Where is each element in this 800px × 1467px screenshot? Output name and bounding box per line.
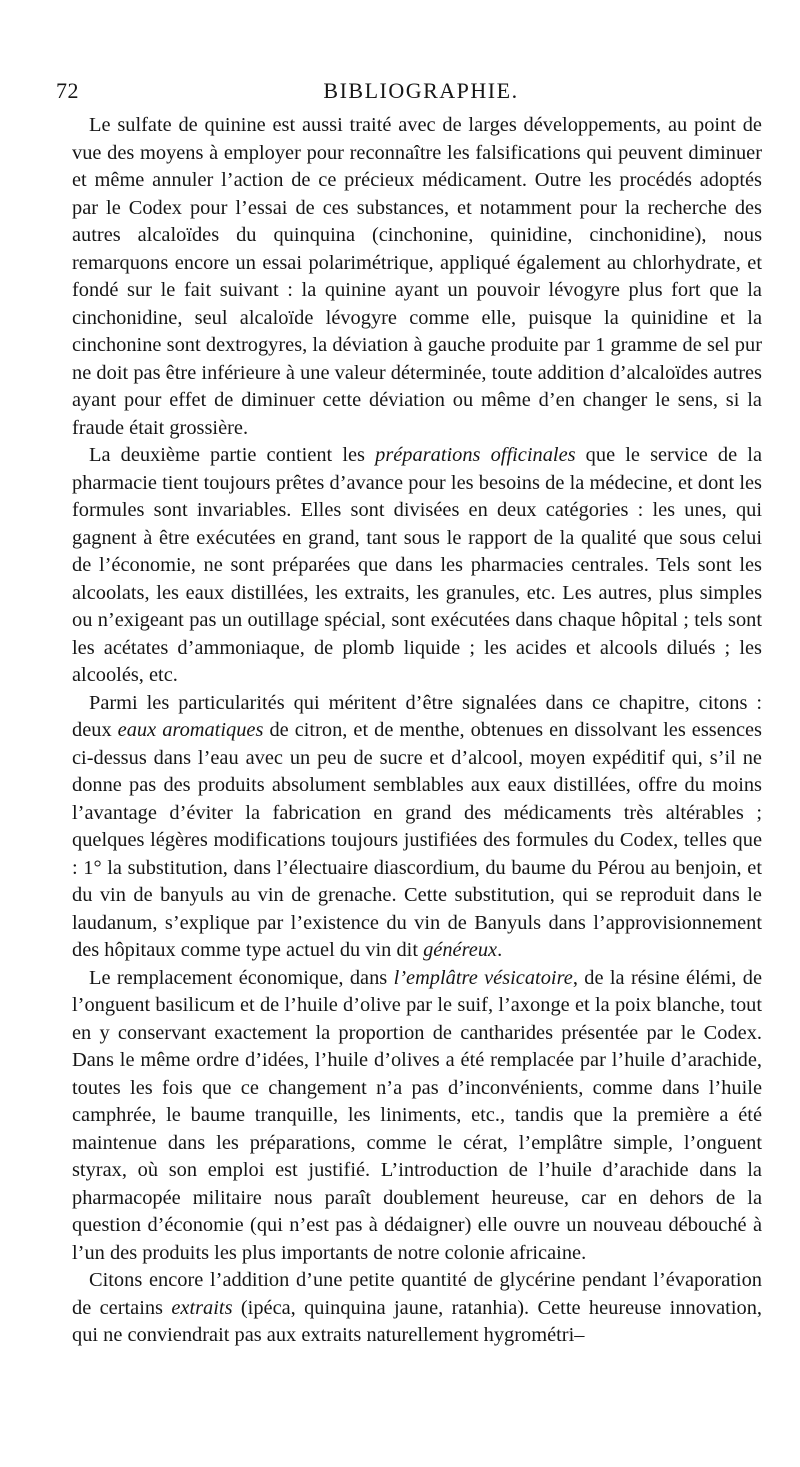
paragraph-quinine-sulfate — [72, 112, 762, 442]
paragraph-officinal-preparations — [72, 442, 762, 690]
page-number: 72 — [56, 78, 79, 103]
paragraph-text: que le service de la pharmacie tient toujours prêtes d’avance pour les besoins de la médecine, et dont les formules sont invariables. Elles sont divisées en deux catégories : les unes, qui gagnent à être exécutées en grand, tant sous le rapport de la qualité que sous celui de l’économie, ne sont préparées que dans les pharmacies centrales. Tels sont les alcoolats, les eaux distillées, les extraits, les granules, etc. Les autres, plus simples ou n’exigeant pas un outillage spécial, sont exécutées dans chaque hôpital ; tels sont les acétates d’ammoniaque, de plomb liquide ; les acides et alcools dilués ; les alcoolés, etc. — [72, 444, 763, 686]
italic-term: eaux aromatiques — [117, 719, 264, 741]
italic-term: extraits — [171, 1296, 233, 1319]
paragraph-text: Parmi les particularités qui méritent d’être signalées dans ce chapitre, citons : deux — [72, 691, 762, 741]
paragraph-aromatic-waters — [72, 690, 762, 965]
paragraph-vesicatory-plaster — [72, 965, 762, 1268]
paragraph-text: . — [497, 939, 503, 961]
italic-term: préparations officinales — [375, 444, 576, 466]
paragraph-text: de citron, et de menthe, obtenues en dissolvant les essences ci-dessus dans l’eau avec un peu de sucre et d’alcool, moyen expéditif qui, s’il ne donne pas des produits absolument semblables aux eaux distillées, offre du moins l’avantage d’éviter la fabrication en grand des médicaments très altérables ; quelques légères modifications toujours justifiées des formules du Codex, telles que : 1° la substitution, dans l’électuaire diascordium, du baume du Pérou au benjoin, et du vin de banyuls au vin de grenache. Cette substitution, qui se reproduit dans le laudanum, s’explique par l’existence du vin de Banyuls dans l’approvisionnement des hôpitaux comme type actuel du vin dit — [72, 719, 762, 961]
body-text — [72, 112, 762, 1350]
italic-term: généreux — [423, 939, 498, 961]
paragraph-text: Le sulfate de quinine est aussi traité avec de larges développements, au point de vue des moyens à employer pour reconnaître les falsifications qui peuvent diminuer et même annuler l’action de ce précieux médicament. Outre les procédés adoptés par le Codex pour l’essai de ces substances, et notamment pour la recherche des autres alcaloïdes du quinquina (cinchonine, quinidine, cinchonidine), nous remarquons encore un essai polarimétrique, appliqué également au chlorhydrate, et fondé sur le fait suivant : la quinine ayant un pouvoir lévogyre plus fort que la cinchonidine, seul alcaloïde lévogyre comme elle, puisque la quinidine et la cinchonine sont dextrogyres, la déviation à gauche produite par 1 gramme de sel pur ne doit pas être inférieure à une valeur déterminée, toute addition d’alcaloïdes autres ayant pour effet de diminuer cette déviation ou même d’en changer le sens, si la fraude était grossière. — [72, 114, 762, 439]
paragraph-text: (ipéca, quinquina jaune, ratanhia). Cette heureuse innovation, qui ne conviendrait pas aux extraits naturellement hygrométri– — [72, 1296, 763, 1346]
paragraph-text: La deuxième partie contient les — [89, 444, 376, 466]
page-header — [56, 76, 756, 106]
paragraph-glycerine-extracts — [72, 1267, 762, 1350]
running-title: BIBLIOGRAPHIE. — [323, 78, 519, 103]
paragraph-text: Le remplacement économique, dans — [89, 966, 394, 989]
paragraph-text: Citons encore l’addition d’une petite quantité de glycérine pendant l’évaporation de certains — [72, 1269, 762, 1319]
paragraph-text: , de la résine élémi, de l’onguent basilicum et de l’huile d’olive par le suif, l’axonge et la poix blanche, tout en y conservant exactement la proportion de cantharides présentée par le Codex. Dans le même ordre d’idées, l’huile d’olives a été remplacée par l’huile d’arachide, toutes les fois que ce changement n’a pas d’inconvénients, comme dans l’huile camphrée, le baume tranquille, les liniments, etc., tandis que la première a été maintenue dans les préparations, comme le cérat, l’emplâtre simple, l’onguent styrax, où son emploi est justifié. L’introduction de l’huile d’arachide dans la pharmacopée militaire nous paraît doublement heureuse, car en dehors de la question d’économie (qui n’est pas à dédaigner) elle ouvre un nouveau débouché à l’un des produits les plus importants de notre colonie africaine. — [72, 966, 762, 1264]
italic-term: l’emplâtre vésicatoire — [393, 966, 573, 989]
